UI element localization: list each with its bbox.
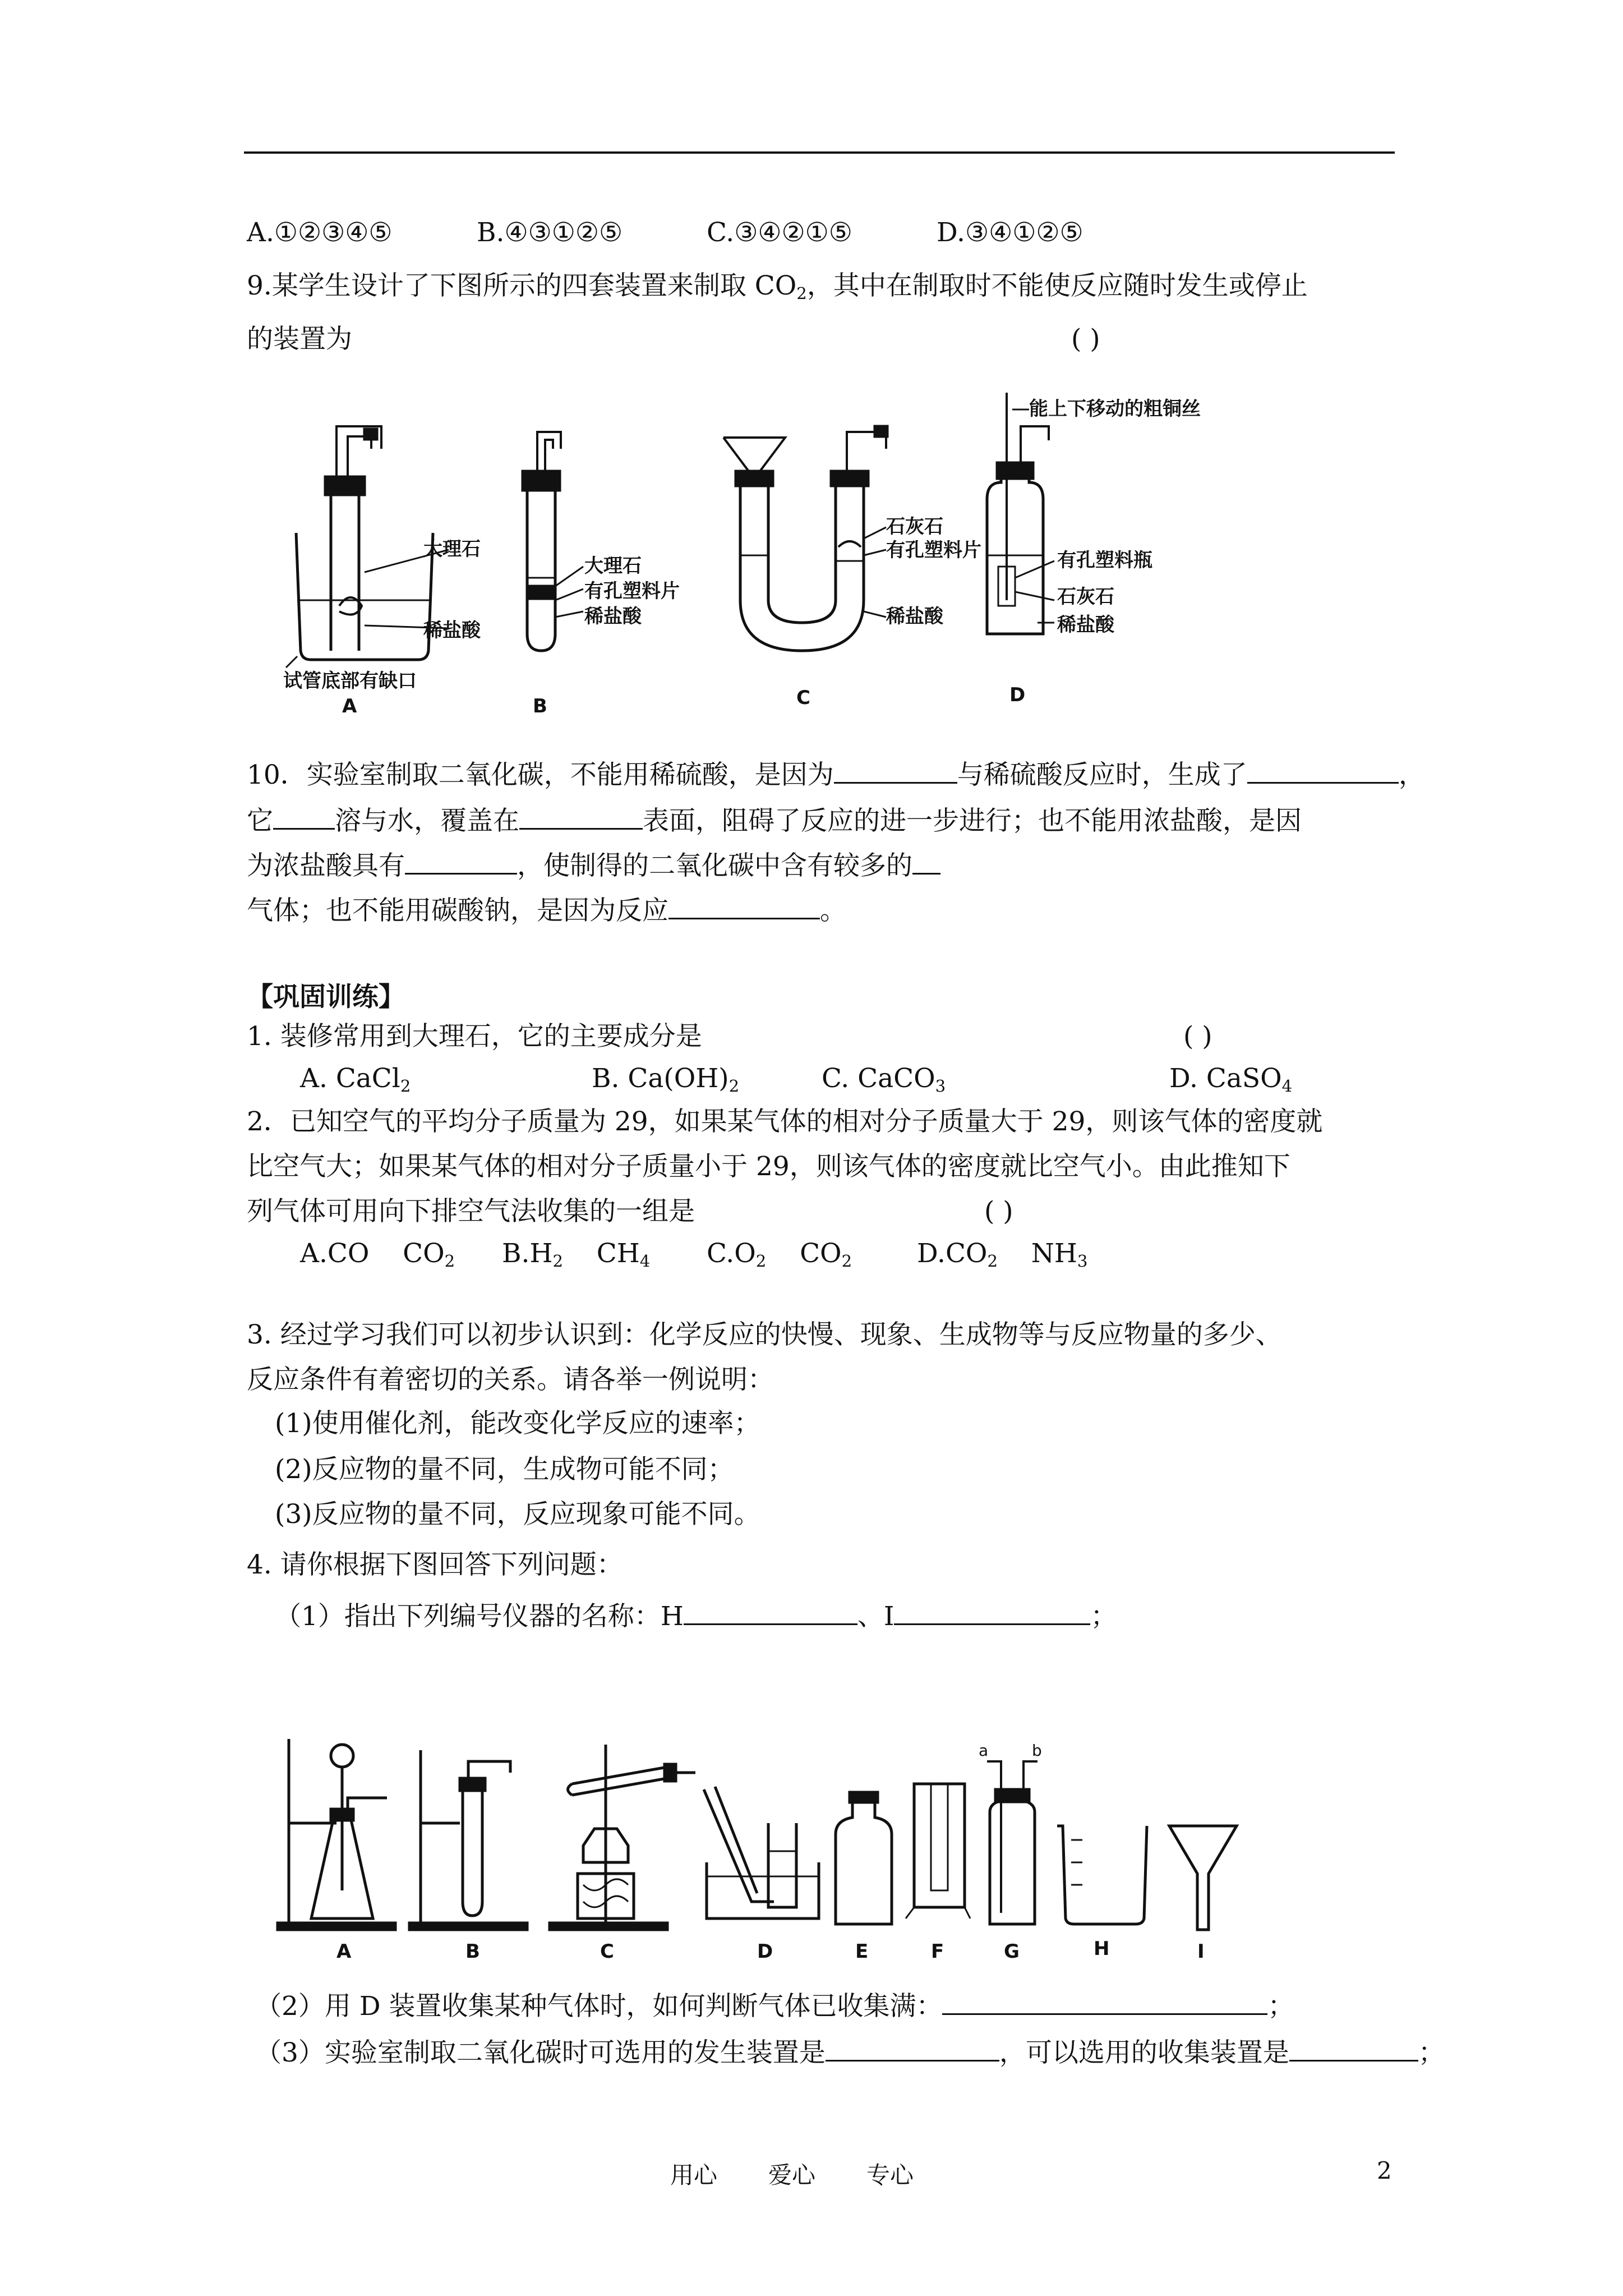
c4-q1-text: ； bbox=[1090, 1601, 1117, 1632]
footer-motto-2: 爱心 bbox=[768, 2161, 816, 2189]
c3-item-1: (1)使用催化剂，能改变化学反应的速率； bbox=[275, 1408, 760, 1439]
fig2-letter-a: A bbox=[336, 1940, 352, 1963]
apparatus-a-flask bbox=[278, 1739, 395, 1963]
a-label-marble: 大理石 bbox=[423, 538, 481, 560]
c2-line1: 2．已知空气的平均分子质量为 29，如果某气体的相对分子质量大于 29，则该气体的密度就 bbox=[247, 1106, 1323, 1137]
q9-text: 9.某学生设计了下图所示的四套装置来制取 CO bbox=[247, 270, 797, 301]
q10-line3 bbox=[247, 848, 940, 883]
d-label-limestone: 石灰石 bbox=[1057, 586, 1114, 608]
q10-blank-3[interactable] bbox=[273, 803, 335, 830]
d-label-bottle: 有孔塑料瓶 bbox=[1057, 549, 1152, 572]
q10-text: 它 bbox=[247, 806, 273, 836]
fig2-letter-c: C bbox=[600, 1940, 614, 1963]
q8-option-c: C.③④②①⑤ bbox=[707, 217, 852, 248]
c2-option-a: A.CO $CO_2$ bbox=[300, 1238, 455, 1271]
q9-stem-line1 bbox=[247, 269, 1308, 303]
c2-option-b: $B.H_2$ $CH_4$ bbox=[502, 1238, 651, 1271]
q8-options bbox=[247, 216, 1083, 250]
c2-option-c: $C.O_2$ $CO_2$ bbox=[707, 1238, 852, 1271]
c4-q2-text: （2）用 D 装置收集某种气体时，如何判断气体已收集满： bbox=[255, 1991, 943, 2022]
c4-q3-text: ，可以选用的收集装置是 bbox=[999, 2037, 1289, 2068]
fig2-letter-b: B bbox=[465, 1940, 480, 1963]
c3-line1: 3. 经过学习我们可以初步认识到：化学反应的快慢、现象、生成物等与反应物量的多少、 bbox=[247, 1319, 1282, 1350]
footer-motto-3: 专心 bbox=[866, 2161, 914, 2189]
c-letter: C bbox=[796, 687, 810, 709]
header-rule bbox=[244, 151, 1395, 154]
c2-option-d: $D.CO_2$ $NH_3$ bbox=[917, 1238, 1088, 1271]
q8-option-b: B.④③①②⑤ bbox=[477, 217, 623, 248]
fig2-letter-e: E bbox=[855, 1940, 869, 1963]
a-letter: A bbox=[342, 695, 357, 717]
apparatus-a bbox=[283, 426, 481, 717]
q9-text-tail: ，其中在制取时不能使反应随时发生或停止 bbox=[806, 270, 1308, 301]
fig2-letter-g: G bbox=[1004, 1940, 1020, 1963]
q10-text: 与稀硫酸反应时，生成了 bbox=[957, 760, 1247, 790]
apparatus-i-funnel bbox=[1169, 1826, 1237, 1963]
fig2-letter-d: D bbox=[757, 1940, 773, 1963]
c3-line2: 反应条件有着密切的关系。请各举一例说明： bbox=[247, 1364, 774, 1395]
b-label-plate: 有孔塑料片 bbox=[584, 580, 680, 602]
q10-text: 气体；也不能用碳酸钠，是因为反应 bbox=[247, 895, 668, 926]
c4-blank-i[interactable] bbox=[894, 1599, 1090, 1625]
q10-blank-5[interactable] bbox=[405, 848, 517, 875]
q8-option-d: D.③④①②⑤ bbox=[937, 217, 1083, 248]
c2-options bbox=[300, 1237, 1087, 1271]
c4-q1-text: （1）指出下列编号仪器的名称：H bbox=[275, 1601, 684, 1632]
q10-blank-1[interactable] bbox=[834, 757, 957, 784]
c4-q1 bbox=[275, 1599, 1117, 1634]
q10-text: 。 bbox=[820, 895, 846, 926]
q10-blank-2[interactable] bbox=[1247, 757, 1399, 784]
c1-option-d: D. CaSO$_4$ bbox=[1169, 1063, 1293, 1096]
b-label-marble: 大理石 bbox=[584, 555, 642, 577]
apparatus-g-washbottle bbox=[979, 1741, 1042, 1963]
c1-answer-paren: ( ) bbox=[1183, 1021, 1212, 1052]
q10-blank-4[interactable] bbox=[519, 803, 643, 830]
q10-text: 表面，阻碍了反应的进一步进行；也不能用浓盐酸，是因 bbox=[643, 806, 1302, 836]
apparatus-d-trough bbox=[704, 1787, 819, 1963]
c4-blank-generator[interactable] bbox=[826, 2035, 999, 2062]
c2-line2: 比空气大；如果某气体的相对分子质量小于 29，则该气体的密度就比空气小。由此推知下 bbox=[247, 1151, 1290, 1182]
a-label-acid: 稀盐酸 bbox=[423, 619, 481, 642]
c1-stem: 1. 装修常用到大理石，它的主要成分是 bbox=[247, 1021, 702, 1052]
c4-q2-text: ； bbox=[1267, 1991, 1294, 2022]
b-label-acid: 稀盐酸 bbox=[584, 605, 642, 628]
q10-line1 bbox=[247, 757, 1425, 792]
g-port-b: b bbox=[1032, 1741, 1042, 1760]
page-number: 2 bbox=[1377, 2157, 1392, 2184]
apparatus-h-beaker bbox=[1057, 1826, 1147, 1960]
apparatus-e-bottle bbox=[836, 1792, 892, 1963]
apparatus-c-heating bbox=[550, 1745, 695, 1963]
c-label-limestone: 石灰石 bbox=[886, 516, 943, 538]
c3-item-2: (2)反应物的量不同，生成物可能不同； bbox=[275, 1454, 734, 1485]
apparatus-b bbox=[523, 432, 680, 717]
apparatus-b-tube bbox=[409, 1750, 527, 1963]
q10-blank-7[interactable] bbox=[668, 893, 820, 919]
a-label-notch: 试管底部有缺口 bbox=[283, 670, 417, 692]
q9-answer-paren: ( ) bbox=[1071, 324, 1100, 355]
c2-line3: 列气体可用向下排空气法收集的一组是 bbox=[247, 1196, 695, 1227]
fig2-letter-i: I bbox=[1197, 1940, 1205, 1963]
fig2-letter-f: F bbox=[931, 1940, 944, 1963]
apparatus-f-bottle bbox=[906, 1784, 970, 1963]
d-letter: D bbox=[1009, 684, 1026, 706]
c4-blank-d[interactable] bbox=[942, 1989, 1267, 2015]
figure-co2-apparatus bbox=[280, 387, 1262, 724]
c4-q3-text: （3）实验室制取二氧化碳时可选用的发生装置是 bbox=[255, 2037, 826, 2068]
q10-text: ， bbox=[1398, 760, 1425, 790]
c1-option-a: A. CaCl$_2$ bbox=[300, 1063, 411, 1096]
apparatus-c bbox=[723, 426, 981, 709]
c1-option-b: B. $Ca(OH)_2$ bbox=[592, 1063, 740, 1096]
q8-option-a: A.①②③④⑤ bbox=[247, 217, 393, 248]
q9-stem-line2 bbox=[247, 323, 352, 356]
q9-text-line2: 的装置为 bbox=[247, 324, 352, 355]
c4-blank-h[interactable] bbox=[684, 1599, 857, 1625]
b-letter: B bbox=[533, 695, 547, 717]
c4-blank-collector[interactable] bbox=[1289, 2035, 1418, 2062]
c-label-plate: 有孔塑料片 bbox=[886, 539, 981, 562]
q10-line4 bbox=[247, 893, 846, 928]
d-label-wire: 能上下移动的粗铜丝 bbox=[1029, 398, 1201, 420]
apparatus-d bbox=[987, 393, 1201, 706]
footer-motto-1: 用心 bbox=[670, 2161, 718, 2189]
c4-q2 bbox=[255, 1989, 1294, 2023]
q10-text: 溶与水，覆盖在 bbox=[335, 806, 519, 836]
q10-blank-6[interactable] bbox=[912, 848, 940, 875]
footer-motto bbox=[670, 2157, 914, 2191]
g-port-a: a bbox=[979, 1741, 989, 1760]
c-label-acid: 稀盐酸 bbox=[886, 605, 943, 628]
c1-option-c: C. CaCO$_3$ bbox=[822, 1063, 946, 1096]
c1-options bbox=[300, 1062, 1292, 1096]
c4-q3 bbox=[255, 2035, 1445, 2070]
section-title: 【巩固训练】 bbox=[247, 982, 405, 1013]
q10-line2 bbox=[247, 803, 1302, 838]
c3-item-3: (3)反应物的量不同，反应现象可能不同。 bbox=[275, 1499, 760, 1530]
q10-text: ，使制得的二氧化碳中含有较多的 bbox=[517, 850, 912, 881]
q10-text: 为浓盐酸具有 bbox=[247, 850, 405, 881]
c4-q3-text: ； bbox=[1418, 2037, 1445, 2068]
q10-text: 10．实验室制取二氧化碳，不能用稀硫酸，是因为 bbox=[247, 760, 834, 790]
figure-lab-apparatus bbox=[275, 1733, 1245, 1975]
c4-stem: 4. 请你根据下图回答下列问题： bbox=[247, 1549, 623, 1580]
q9-subscript: 2 bbox=[796, 284, 807, 303]
c4-q1-text: 、I bbox=[857, 1601, 895, 1632]
fig2-letter-h: H bbox=[1094, 1938, 1110, 1960]
d-label-acid: 稀盐酸 bbox=[1057, 614, 1114, 636]
c2-answer-paren: ( ) bbox=[984, 1196, 1013, 1227]
